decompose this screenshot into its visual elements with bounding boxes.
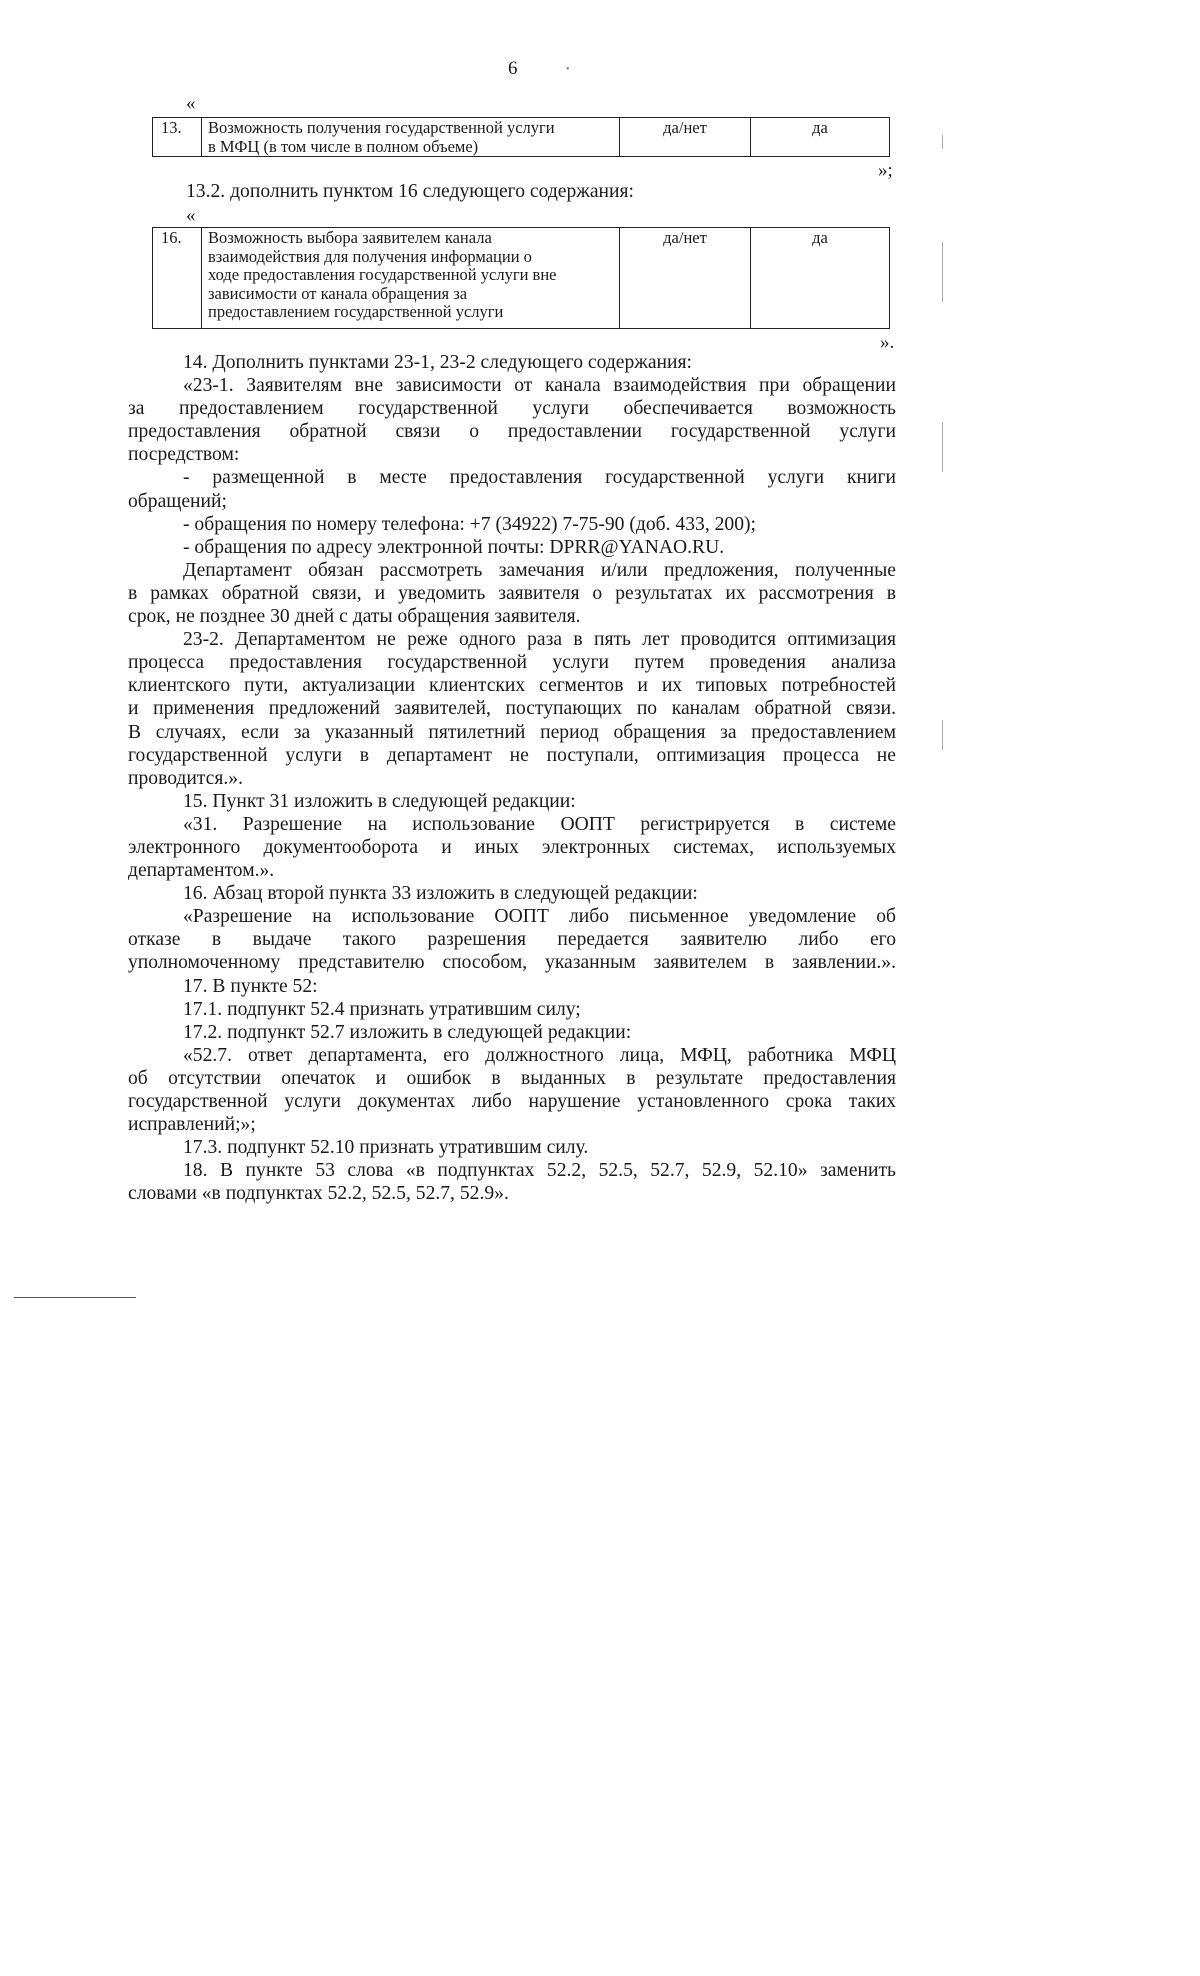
close-quote: ».: [880, 332, 895, 353]
paragraph-16: 16. Абзац второй пункта 33 изложить в следующей редакции:: [183, 883, 698, 905]
text-line: исправлений;»;: [128, 1114, 256, 1136]
paragraph-17: 17. В пункте 52:: [183, 975, 318, 997]
paragraph-52-7: [128, 1044, 896, 1136]
footnote-divider: [14, 1297, 136, 1298]
table-item-16: [152, 227, 890, 329]
table-text-line: предоставлением государственной услуги: [208, 302, 504, 321]
text-line: процесса предоставления государственной услуги путем проведения анализа: [128, 652, 896, 674]
table-cell-options: да/нет: [620, 228, 751, 329]
text-line: электронного документооборота и иных электронных системах, используемых: [128, 836, 896, 858]
text-line: департаментом.».: [128, 860, 275, 882]
paragraph-department: [128, 559, 896, 628]
text-line: проводится.».: [128, 767, 243, 789]
table-cell-text: [202, 118, 620, 157]
open-quote: «: [186, 205, 196, 226]
text-line: Департамент обязан рассмотреть замечания и/или предложения, полученные: [183, 559, 896, 581]
text-line: - размещенной в месте предоставления государственной услуги книги: [183, 467, 896, 489]
open-quote: «: [186, 93, 196, 114]
bullet-2: - обращения по номеру телефона: +7 (34922) 7-75-90 (доб. 433, 200);: [183, 513, 756, 535]
scan-edge-mark: [942, 135, 943, 149]
text-line: В случаях, если за указанный пятилетний период обращения за предоставлением: [128, 721, 896, 743]
table-cell-number: 13.: [153, 118, 202, 157]
table-text-line: ходе предоставления государственной услуги вне: [208, 265, 557, 284]
table-text-line: взаимодействия для получения информации о: [208, 246, 532, 266]
text-line: и применения предложений заявителей, поступающих по каналам обратной связи.: [128, 698, 896, 720]
table-row: [153, 118, 890, 157]
text-line: срок, не позднее 30 дней с даты обращения заявителя.: [128, 606, 581, 628]
item-13-2: 13.2. дополнить пунктом 16 следующего содержания:: [186, 181, 634, 202]
bullet-3: - обращения по адресу электронной почты: DPRR@YANAO.RU.: [183, 536, 725, 558]
paragraph-23-1: [128, 374, 896, 466]
text-line: словами «в подпунктах 52.2, 52.5, 52.7, 52.9».: [128, 1183, 509, 1205]
table-cell-number: 16.: [153, 228, 202, 329]
bullet-1: [128, 466, 896, 512]
text-line: уполномоченному представителю способом, указанным заявителем в заявлении.».: [128, 952, 896, 974]
text-line: отказе в выдаче такого разрешения передается заявителю либо его: [128, 929, 896, 951]
table-text-line: Возможность получения государственной услуги: [208, 118, 555, 137]
scan-edge-mark: [942, 720, 943, 750]
text-line: клиентского пути, актуализации клиентских сегментов и их типовых потребностей: [128, 675, 896, 697]
close-quote: »;: [878, 160, 893, 181]
paragraph-23-2: [128, 628, 896, 790]
table-row: [153, 228, 890, 329]
scan-edge-mark: [942, 242, 943, 302]
table-cell-value: да: [751, 118, 890, 157]
paragraph-17-2: 17.2. подпункт 52.7 изложить в следующей редакции:: [183, 1021, 632, 1043]
text-line: государственной услуги документах либо нарушение установленного срока таких: [128, 1091, 896, 1112]
paragraph-18: [128, 1159, 896, 1205]
paragraph-14: 14. Дополнить пунктами 23-1, 23-2 следующего содержания:: [183, 352, 692, 373]
scan-dot: •: [566, 64, 570, 75]
paragraph-31: [128, 813, 896, 882]
text-line: 23-2. Департаментом не реже одного раза в пять лет проводится оптимизация: [183, 629, 896, 651]
text-line: предоставления обратной связи о предоставлении государственной услуги: [128, 421, 896, 443]
text-line: государственной услуги в департамент не поступали, оптимизация процесса не: [128, 744, 896, 766]
paragraph-17-3: 17.3. подпункт 52.10 признать утратившим силу.: [183, 1137, 589, 1159]
scan-edge-mark: [942, 422, 943, 472]
page-number: 6: [508, 58, 518, 79]
document-body: [128, 351, 896, 1205]
text-line: «31. Разрешение на использование ООПТ регистрируется в системе: [183, 813, 896, 835]
text-line: обращений;: [128, 490, 227, 512]
text-line: «23-1. Заявителям вне зависимости от канала взаимодействия при обращении: [183, 375, 896, 397]
table-cell-text: [202, 228, 620, 329]
text-line: 18. В пункте 53 слова «в подпунктах 52.2, 52.5, 52.7, 52.9, 52.10» заменить: [183, 1160, 896, 1182]
text-line: «52.7. ответ департамента, его должностного лица, МФЦ, работника МФЦ: [183, 1044, 896, 1066]
table-item-13: [152, 117, 890, 157]
text-line: в рамках обратной связи, и уведомить заявителя о результатах их рассмотрения в: [128, 582, 896, 604]
table-text-line: в МФЦ (в том числе в полном объеме): [208, 136, 479, 156]
paragraph-17-1: 17.1. подпункт 52.4 признать утратившим силу;: [183, 998, 581, 1020]
text-line: за предоставлением государственной услуги обеспечивается возможность: [128, 398, 896, 420]
paragraph-15: 15. Пункт 31 изложить в следующей редакции:: [183, 790, 576, 812]
text-line: посредством:: [128, 444, 240, 466]
text-line: об отсутствии опечаток и ошибок в выданных в результате предоставления: [128, 1067, 896, 1089]
table-text-line: Возможность выбора заявителем канала: [208, 228, 492, 247]
text-line: «Разрешение на использование ООПТ либо письменное уведомление об: [183, 906, 896, 928]
table-cell-value: да: [751, 228, 890, 329]
paragraph-33: [128, 905, 896, 974]
table-text-line: зависимости от канала обращения за: [208, 283, 468, 303]
table-cell-options: да/нет: [620, 118, 751, 157]
